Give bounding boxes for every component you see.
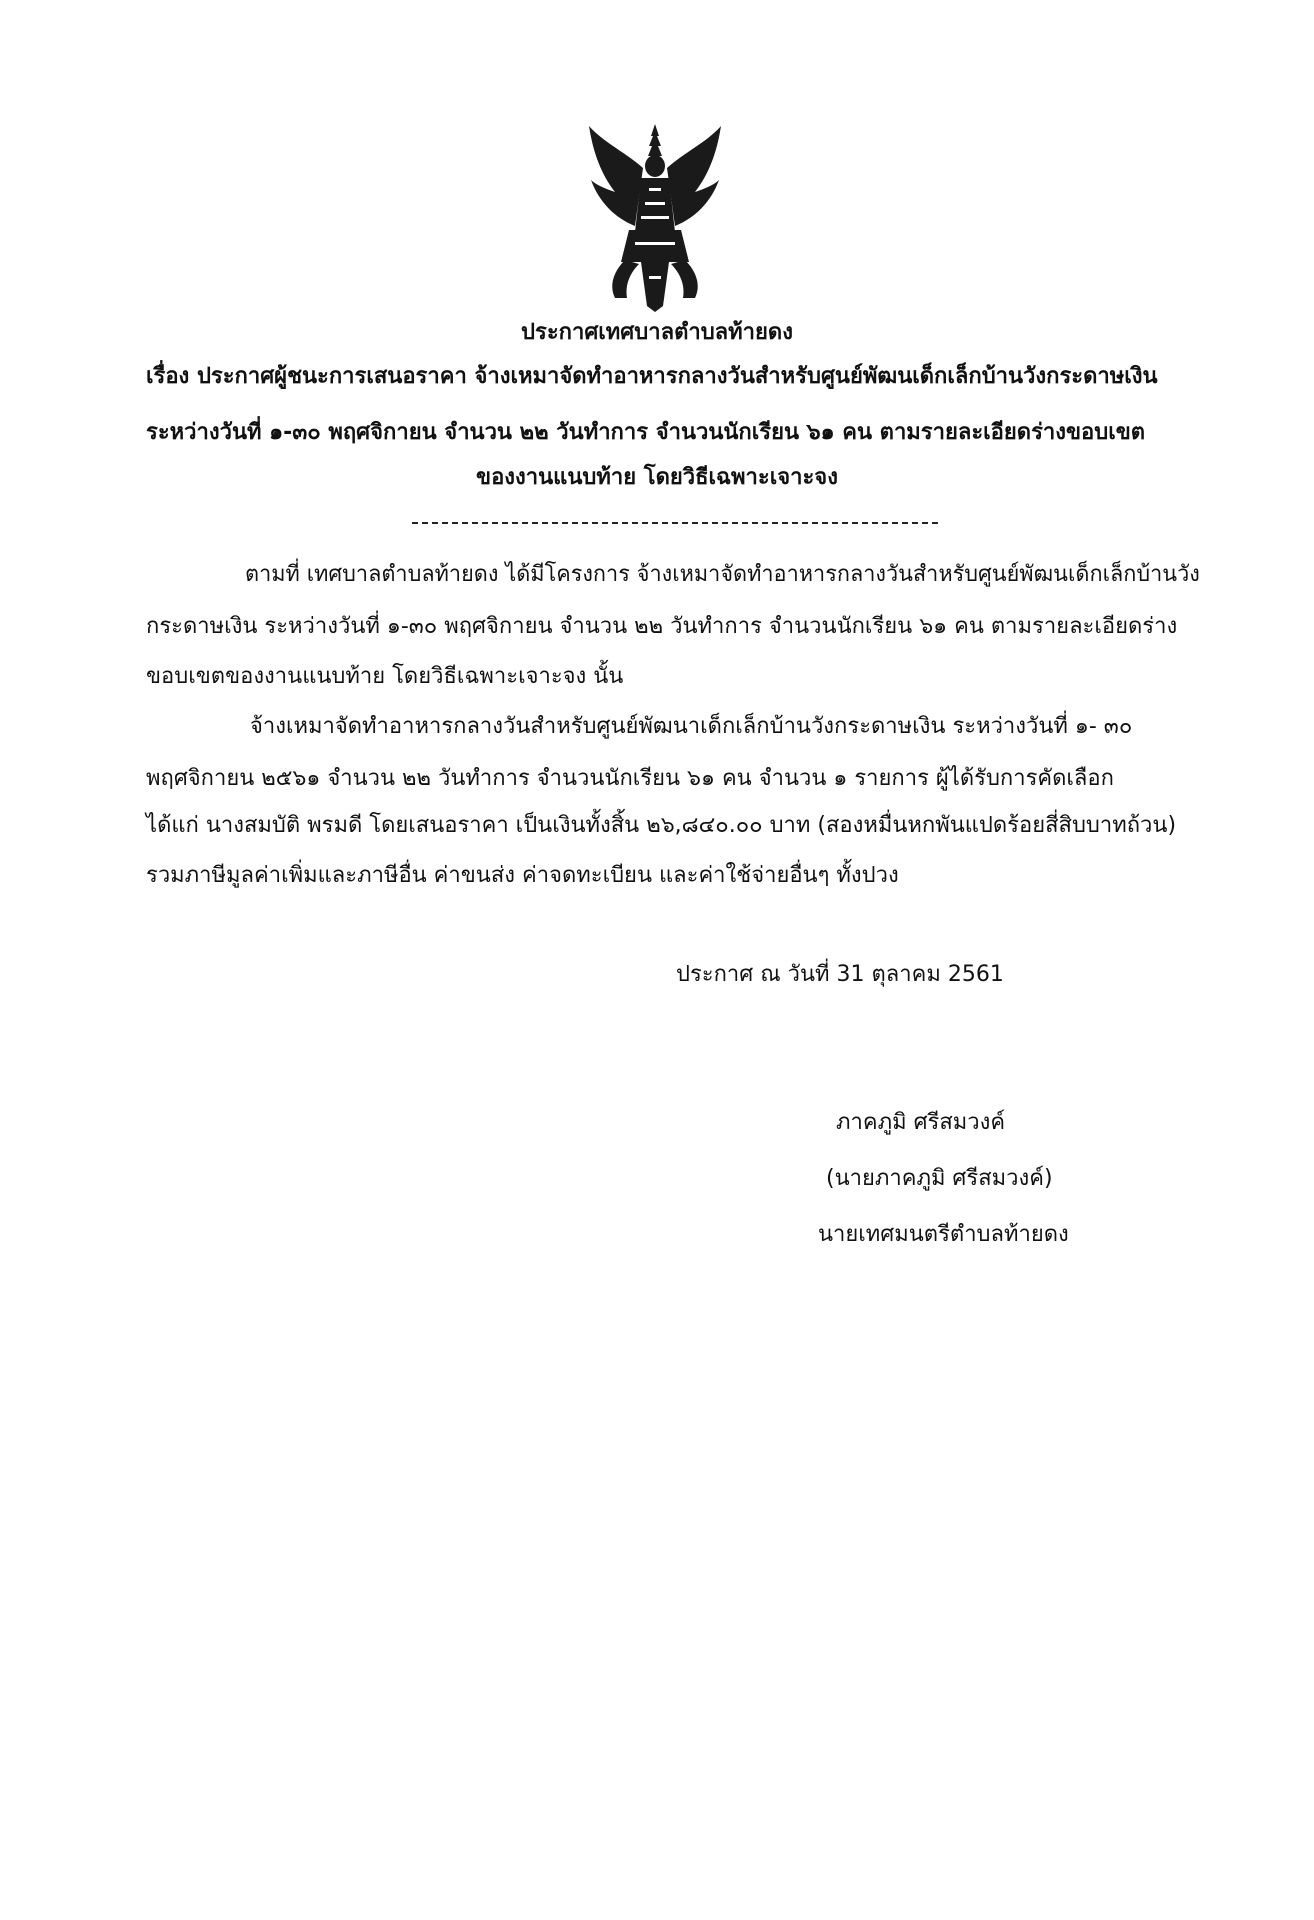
paragraph2-line-4: รวมภาษีมูลค่าเพิ่มและภาษีอื่น ค่าขนส่ง ค่าจดทะเบียน และค่าใช้จ่ายอื่นๆ ทั้งปวง: [146, 863, 899, 888]
paragraph1-line-1: ตามที่ เทศบาลตำบลท้ายดง ได้มีโครงการ จ้างเหมาจัดทำอาหารกลางวันสำหรับศูนย์พัฒนเด็กเล็กบ้านวัง: [245, 562, 1200, 587]
garuda-emblem-icon: [585, 122, 725, 312]
subject-line-2: ระหว่างวันที่ ๑-๓๐ พฤศจิกายน จำนวน ๒๒ วันทำการ จำนวนนักเรียน ๖๑ คน ตามรายละเอียดร่างขอบเขต: [146, 420, 1146, 445]
paragraph1-line-2: กระดาษเงิน ระหว่างวันที่ ๑-๓๐ พฤศจิกายน จำนวน ๒๒ วันทำการ จำนวนนักเรียน ๖๑ คน ตามรายละเอียดร่าง: [146, 614, 1178, 639]
paragraph2-line-3: ได้แก่ นางสมบัติ พรมดี โดยเสนอราคา เป็นเงินทั้งสิ้น ๒๖,๘๔๐.๐๐ บาท (สองหมื่นหกพันแปดร้อยสี่สิบบาทถ้วน): [146, 813, 1177, 838]
signature-name: ภาคภูมิ ศรีสมวงค์: [836, 1110, 1006, 1135]
divider-line: [412, 522, 938, 524]
paragraph2-line-2: พฤศจิกายน ๒๕๖๑ จำนวน ๒๒ วันทำการ จำนวนนักเรียน ๖๑ คน จำนวน ๑ รายการ ผู้ได้รับการคัดเลือก: [146, 766, 1114, 791]
subject-line-3: ของงานแนบท้าย โดยวิธีเฉพาะเจาะจง: [476, 465, 838, 490]
subject-line-1: เรื่อง ประกาศผู้ชนะการเสนอราคา จ้างเหมาจัดทำอาหารกลางวันสำหรับศูนย์พัฒนเด็กเล็กบ้านวังกระดาษเงิน: [146, 364, 1158, 389]
paragraph1-line-3: ขอบเขตของงานแนบท้าย โดยวิธีเฉพาะเจาะจง นั้น: [146, 664, 624, 689]
announce-date: ประกาศ ณ วันที่ 31 ตุลาคม 2561: [676, 962, 1004, 987]
paragraph2-line-1: จ้างเหมาจัดทำอาหารกลางวันสำหรับศูนย์พัฒนาเด็กเล็กบ้านวังกระดาษเงิน ระหว่างวันที่ ๑- ๓๐: [250, 714, 1133, 739]
signature-full-name: (นายภาคภูมิ ศรีสมวงค์): [826, 1166, 1053, 1191]
document-title: ประกาศเทศบาลตำบลท้ายดง: [521, 320, 793, 345]
signature-position: นายเทศมนตรีตำบลท้ายดง: [818, 1222, 1069, 1247]
